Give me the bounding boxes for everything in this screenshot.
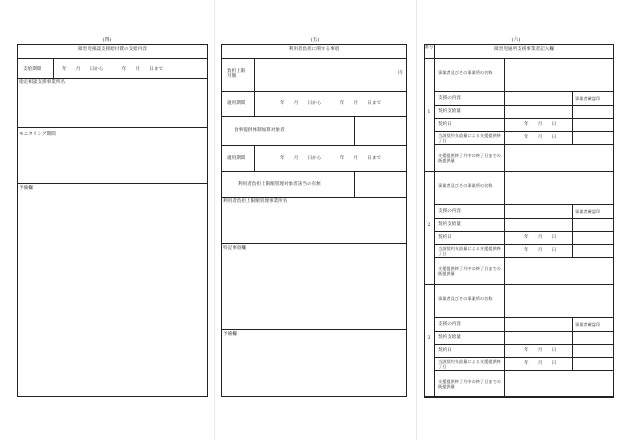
entry-content-label: 支援の内容 bbox=[438, 208, 461, 214]
entry-date-value: 年 月 日 bbox=[524, 235, 557, 240]
page-4 bbox=[0, 0, 214, 440]
entry-confirm-stamp-label: 事業者確認印 bbox=[575, 96, 601, 101]
entry-remaining-label: 支援提供終了月中の終了日までの既提供量 bbox=[438, 378, 501, 389]
apply-value-2: 年 月 日から 年 月 日まで bbox=[280, 156, 382, 161]
period-value: 年 月 日から 年 月 日まで bbox=[62, 67, 164, 72]
entry-contract-date-label: 契約日 bbox=[438, 235, 452, 240]
mgmt-office-label: 利用者負担上限額管理事業所名 bbox=[223, 199, 288, 204]
entry-amount-label: 契約支給量 bbox=[438, 335, 461, 340]
office-label: 指定相談支援事業所名 bbox=[19, 80, 65, 85]
entry-amount-label: 契約支給量 bbox=[438, 222, 461, 227]
entry-contract-date-label: 契約日 bbox=[438, 122, 452, 127]
entry-office-label: 事業者及びその事業所の名称 bbox=[438, 295, 493, 301]
entry-date-value: 年 月 日 bbox=[524, 248, 557, 253]
meal-label: 食事提供体制加算対象者 bbox=[234, 128, 285, 133]
entry-confirm-stamp-label: 事業者確認印 bbox=[575, 209, 601, 214]
entry-remaining-label: 支援提供終了月中の終了日までの既提供量 bbox=[438, 152, 501, 163]
entry-end-date-label: 当該契約支給量による支援提供終了日 bbox=[438, 245, 501, 256]
entry-date-value: 年 月 日 bbox=[524, 361, 557, 366]
page-title: 障害児通所支援事業者記入欄 bbox=[494, 47, 554, 52]
notes-label: 予備欄 bbox=[223, 332, 237, 337]
limit-label: 負担上限月額 bbox=[227, 69, 246, 79]
page-number: (五) bbox=[310, 37, 320, 43]
entry-date-value: 年 月 日 bbox=[524, 348, 557, 353]
page-5 bbox=[214, 0, 416, 440]
entry-number: 2 bbox=[427, 223, 431, 228]
entry-content-label: 支援の内容 bbox=[438, 321, 461, 327]
entry-content-label: 支援の内容 bbox=[438, 95, 461, 101]
entry-number: 3 bbox=[427, 336, 431, 341]
apply-label-1: 適用期間 bbox=[227, 101, 246, 106]
apply-value-1: 年 月 日から 年 月 日まで bbox=[280, 101, 382, 106]
page-4-frame bbox=[17, 44, 208, 397]
page-number: (六) bbox=[511, 37, 521, 43]
entry-end-date-label: 当該契約支給量による支援提供終了日 bbox=[438, 358, 501, 369]
notes-label: 予備欄 bbox=[19, 186, 33, 191]
entry-remaining-label: 支援提供終了月中の終了日までの既提供量 bbox=[438, 265, 501, 276]
entry-office-label: 事業者及びその事業所の名称 bbox=[438, 69, 493, 75]
entry-contract-date-label: 契約日 bbox=[438, 348, 452, 353]
entry-date-value: 年 月 日 bbox=[524, 135, 557, 140]
entry-date-value: 年 月 日 bbox=[524, 122, 557, 127]
page-title: 障害児相談支援給付費の支給内容 bbox=[78, 47, 147, 52]
page-5-frame bbox=[221, 44, 407, 397]
entry-confirm-stamp-label: 事業者確認印 bbox=[575, 322, 601, 327]
mgmt-label: 利用者負担上限額管理対象者該当の有無 bbox=[238, 182, 321, 187]
apply-label-2: 適用期間 bbox=[227, 156, 246, 161]
monitoring-label: モニタリング期間 bbox=[19, 132, 56, 137]
header-num: 番号 bbox=[424, 44, 434, 49]
period-label: 支給期間 bbox=[23, 67, 42, 72]
entry-number: 1 bbox=[427, 110, 431, 115]
entry-office-label: 事業者及びその事業所の名称 bbox=[438, 182, 493, 188]
page-number: (四) bbox=[102, 37, 112, 43]
page-6 bbox=[416, 0, 630, 440]
entry-amount-label: 契約支給量 bbox=[438, 109, 461, 114]
limit-unit: 円 bbox=[398, 71, 403, 76]
page-title: 利用者負担に関する事項 bbox=[288, 47, 340, 52]
special-label: 特記事項欄 bbox=[223, 246, 246, 251]
entry-end-date-label: 当該契約支給量による支援提供終了日 bbox=[438, 132, 501, 143]
